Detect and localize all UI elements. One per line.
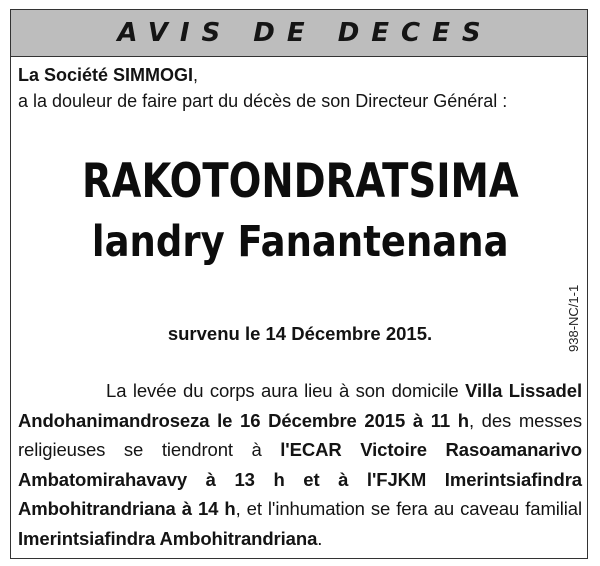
notice-title: AVIS DE DECES xyxy=(117,18,493,48)
funeral-text-2: , des messes religieuses se tiendront à xyxy=(18,409,582,460)
notice-frame xyxy=(10,9,588,559)
company-name: La Société SIMMOGI xyxy=(18,65,194,85)
intro-text xyxy=(18,62,507,114)
company-suffix: , xyxy=(193,65,199,85)
funeral-bold-1: Villa Lissadel Andohanimandroseza le 16 Décembre 2015 à 11 h xyxy=(18,380,582,431)
header-band xyxy=(11,10,587,57)
announcement-line: a la douleur de faire part du décès de son Directeur Général : xyxy=(18,91,508,111)
company-line xyxy=(18,62,507,88)
funeral-text-4: . xyxy=(317,527,323,549)
deceased-given-names: landry Fanantenana xyxy=(91,217,509,267)
deceased-date-line: survenu le 14 Décembre 2015. xyxy=(167,323,433,344)
funeral-details xyxy=(18,376,582,553)
funeral-text-3: , et l'inhumation se fera au caveau familial xyxy=(235,498,583,519)
deceased-surname: RAKOTONDRATSIMA xyxy=(81,154,519,209)
funeral-text-1: La levée du corps aura lieu à son domicile xyxy=(106,380,466,401)
reference-code: 938-NC/1-1 xyxy=(566,284,581,352)
funeral-bold-2: l'ECAR Victoire Rasoamanarivo Ambatomirahavavy à 13 h et à l'FJKM Imerintsiafindra Ambohitrandriana à 14 h xyxy=(18,439,582,519)
deceased-name-block xyxy=(11,152,589,270)
funeral-bold-3: Imerintsiafindra Ambohitrandriana xyxy=(18,527,318,549)
